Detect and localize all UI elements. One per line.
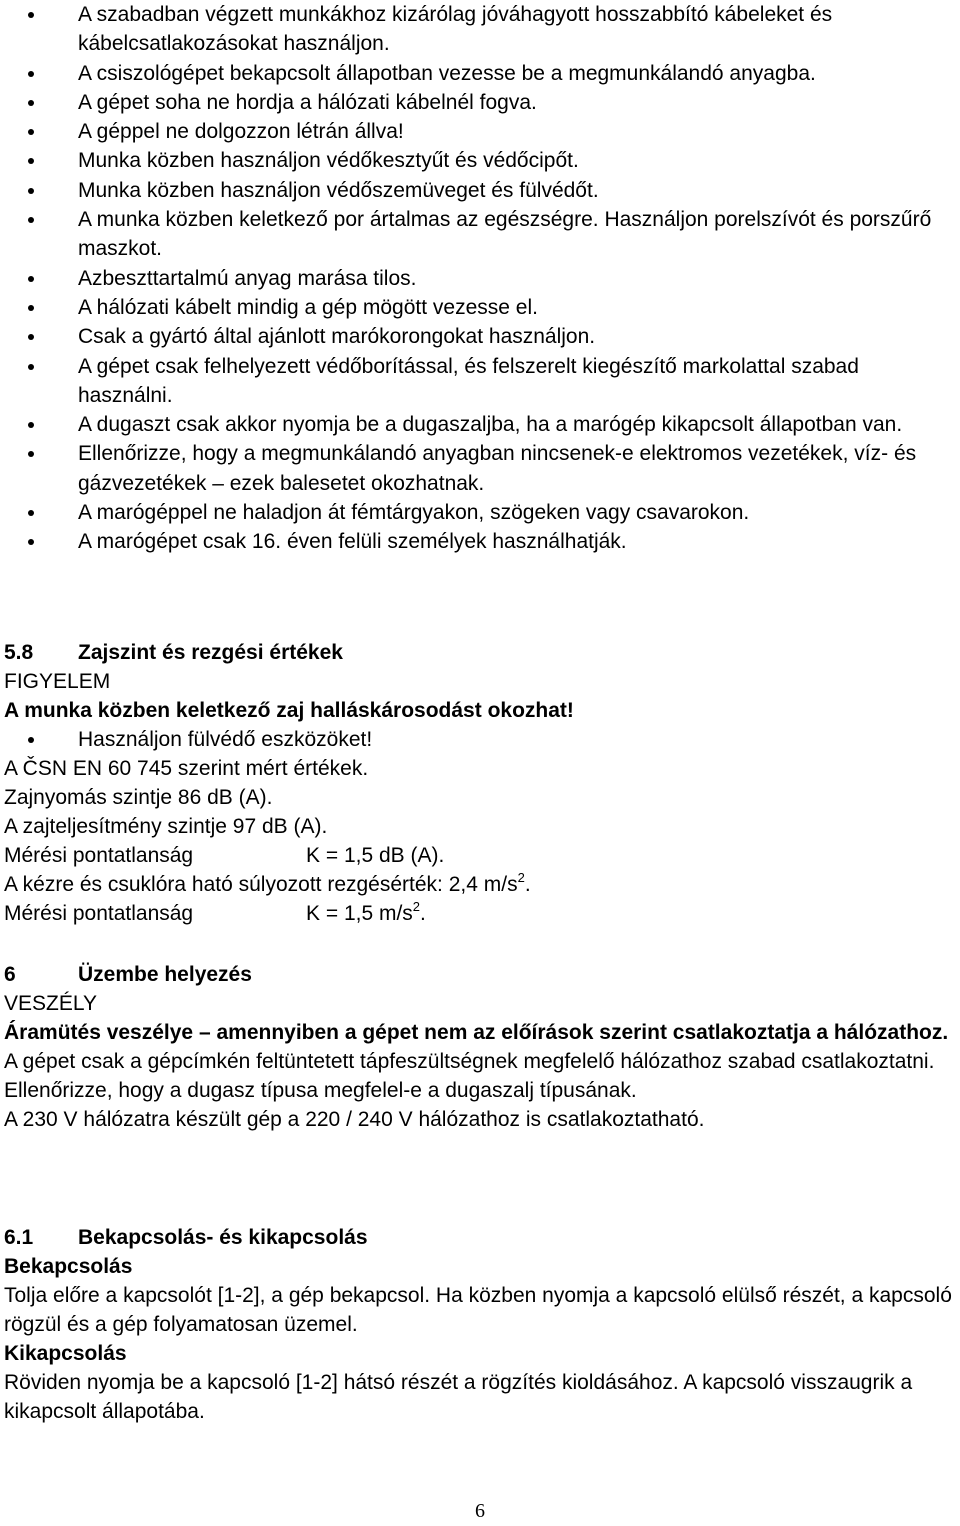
bullet-icon	[28, 737, 34, 743]
list-item	[4, 527, 956, 556]
list-item-text: A munka közben keletkező por ártalmas az egészségre. Használjon porelszívót és porszűrő maszkot.	[78, 208, 932, 261]
uncertainty-ms-text: K = 1,5 m/s	[306, 902, 413, 926]
list-item-text: A dugaszt csak akkor nyomja be a dugaszaljba, ha a marógép kikapcsolt állapotban van.	[78, 413, 903, 437]
list-item	[4, 146, 956, 175]
exponent: 2	[412, 899, 421, 915]
paragraph: Ellenőrizze, hogy a dugasz típusa megfelel-e a dugaszalj típusának.	[4, 1079, 637, 1102]
bullet-icon	[28, 539, 34, 545]
bullet-icon	[28, 100, 34, 106]
section-heading	[4, 1223, 956, 1252]
list-item	[4, 322, 956, 351]
bullet-icon	[28, 217, 34, 223]
period: .	[524, 873, 531, 897]
page-number: 6	[475, 1500, 485, 1522]
list-item	[4, 59, 956, 88]
danger-label: VESZÉLY	[4, 992, 97, 1015]
uncertainty-value: K = 1,5 dB (A).	[306, 844, 445, 868]
list-item-text: A csiszológépet bekapcsolt állapotban vezesse be a megmunkálandó anyagba.	[78, 61, 816, 85]
section-heading	[4, 638, 956, 667]
bullet-icon	[28, 188, 34, 194]
list-item	[4, 498, 956, 527]
list-item	[4, 0, 956, 59]
list-item-text: A szabadban végzett munkákhoz kizárólag jóváhagyott hosszabbító kábeleket és kábelcsatlakozásokat használjon.	[78, 3, 833, 56]
paragraph: A 230 V hálózatra készült gép a 220 / 240 V hálózathoz is csatlakoztatható.	[4, 1108, 705, 1131]
section-6	[4, 960, 956, 1134]
bullet-icon	[28, 12, 34, 18]
bullet-icon	[28, 364, 34, 370]
section-6-1	[4, 1223, 956, 1426]
list-item-text: Használjon fülvédő eszközöket!	[78, 728, 373, 751]
bullet-icon	[28, 71, 34, 77]
warning-text: A munka közben keletkező zaj halláskárosodást okozhat!	[4, 699, 574, 722]
safety-instructions-list	[4, 0, 956, 557]
list-item	[4, 439, 956, 498]
list-item	[4, 264, 956, 293]
section-number: 6.1	[4, 1226, 34, 1249]
bullet-icon	[28, 334, 34, 340]
section-title: Zajszint és rezgési értékek	[78, 641, 343, 664]
list-item	[4, 205, 956, 264]
exponent: 2	[517, 870, 525, 886]
list-item-text: A gépet csak felhelyezett védőborítással, és felszerelt kiegészítő markolattal szabad használni.	[78, 354, 859, 407]
list-item-text: A gépet soha ne hordja a hálózati kábelnél fogva.	[78, 90, 537, 114]
bullet-icon	[28, 422, 34, 428]
vibration-text: A kézre és csuklóra ható súlyozott rezgésérték: 2,4 m/s	[4, 873, 518, 897]
list-item-text: Ellenőrizze, hogy a megmunkálandó anyagban nincsenek-e elektromos vezetékek, víz- és gázvezetékek – ezek balesetet okozhatnak.	[78, 442, 917, 495]
uncertainty-db-row	[4, 841, 956, 870]
uncertainty-label: Mérési pontatlanság	[4, 902, 194, 926]
paragraph: A gépet csak a gépcímkén feltüntetett tápfeszültségnek megfelelő hálózathoz szabad csatlakoztatni.	[4, 1050, 935, 1073]
list-item	[4, 176, 956, 205]
section-5-8	[4, 638, 956, 928]
list-item-text: Azbeszttartalmú anyag marása tilos.	[78, 266, 417, 290]
section-title: Bekapcsolás- és kikapcsolás	[78, 1226, 368, 1249]
period: .	[420, 902, 426, 926]
list-item	[4, 410, 956, 439]
list-item-text: Munka közben használjon védőkesztyűt és védőcipőt.	[78, 149, 579, 173]
subheading-off: Kikapcsolás	[4, 1342, 127, 1365]
section-number: 5.8	[4, 641, 34, 664]
list-item	[4, 293, 956, 322]
list-item-text: A marógéppel ne haladjon át fémtárgyakon, szögeken vagy csavarokon.	[78, 501, 750, 525]
bullet-icon	[28, 129, 34, 135]
uncertainty-label: Mérési pontatlanság	[4, 844, 194, 868]
section-heading	[4, 960, 956, 989]
list-item-text: A marógépet csak 16. éven felüli személyek használhatják.	[78, 530, 627, 554]
bullet-icon	[28, 276, 34, 282]
bullet-icon	[28, 451, 34, 457]
list-item-text: A hálózati kábelt mindig a gép mögött vezesse el.	[78, 295, 538, 319]
vibration-value	[4, 870, 956, 899]
hearing-protection-list	[4, 725, 956, 754]
noise-pressure: Zajnyomás szintje 86 dB (A).	[4, 786, 273, 810]
noise-power: A zajteljesítmény szintje 97 dB (A).	[4, 815, 328, 839]
list-item-text: A géppel ne dolgozzon létrán állva!	[78, 120, 404, 144]
list-item-text: Munka közben használjon védőszemüveget és fülvédőt.	[78, 178, 599, 202]
uncertainty-ms-row	[4, 899, 956, 928]
bullet-icon	[28, 305, 34, 311]
list-item	[4, 725, 956, 754]
list-item-text: Csak a gyártó által ajánlott marókorongokat használjon.	[78, 325, 596, 349]
list-item	[4, 88, 956, 117]
section-title: Üzembe helyezés	[78, 963, 252, 986]
warning-label: FIGYELEM	[4, 670, 111, 693]
list-item	[4, 352, 956, 411]
danger-text: Áramütés veszélye – amennyiben a gépet nem az előírások szerint csatlakoztatja a hálózathoz.	[4, 1021, 949, 1044]
list-item	[4, 117, 956, 146]
subheading-on: Bekapcsolás	[4, 1255, 133, 1278]
standard-text: A ČSN EN 60 745 szerint mért értékek.	[4, 757, 369, 781]
section-number: 6	[4, 963, 16, 986]
bullet-icon	[28, 158, 34, 164]
uncertainty-value	[306, 899, 426, 928]
paragraph: Tolja előre a kapcsolót [1-2], a gép bekapcsol. Ha közben nyomja a kapcsoló elülső részét, a kapcsoló rögzül és a gép folyamatosan üzemel.	[4, 1284, 952, 1336]
paragraph: Röviden nyomja be a kapcsoló [1-2] hátsó részét a rögzítés kioldásához. A kapcsoló visszaugrik a kikapcsolt állapotába.	[4, 1371, 913, 1423]
bullet-icon	[28, 510, 34, 516]
